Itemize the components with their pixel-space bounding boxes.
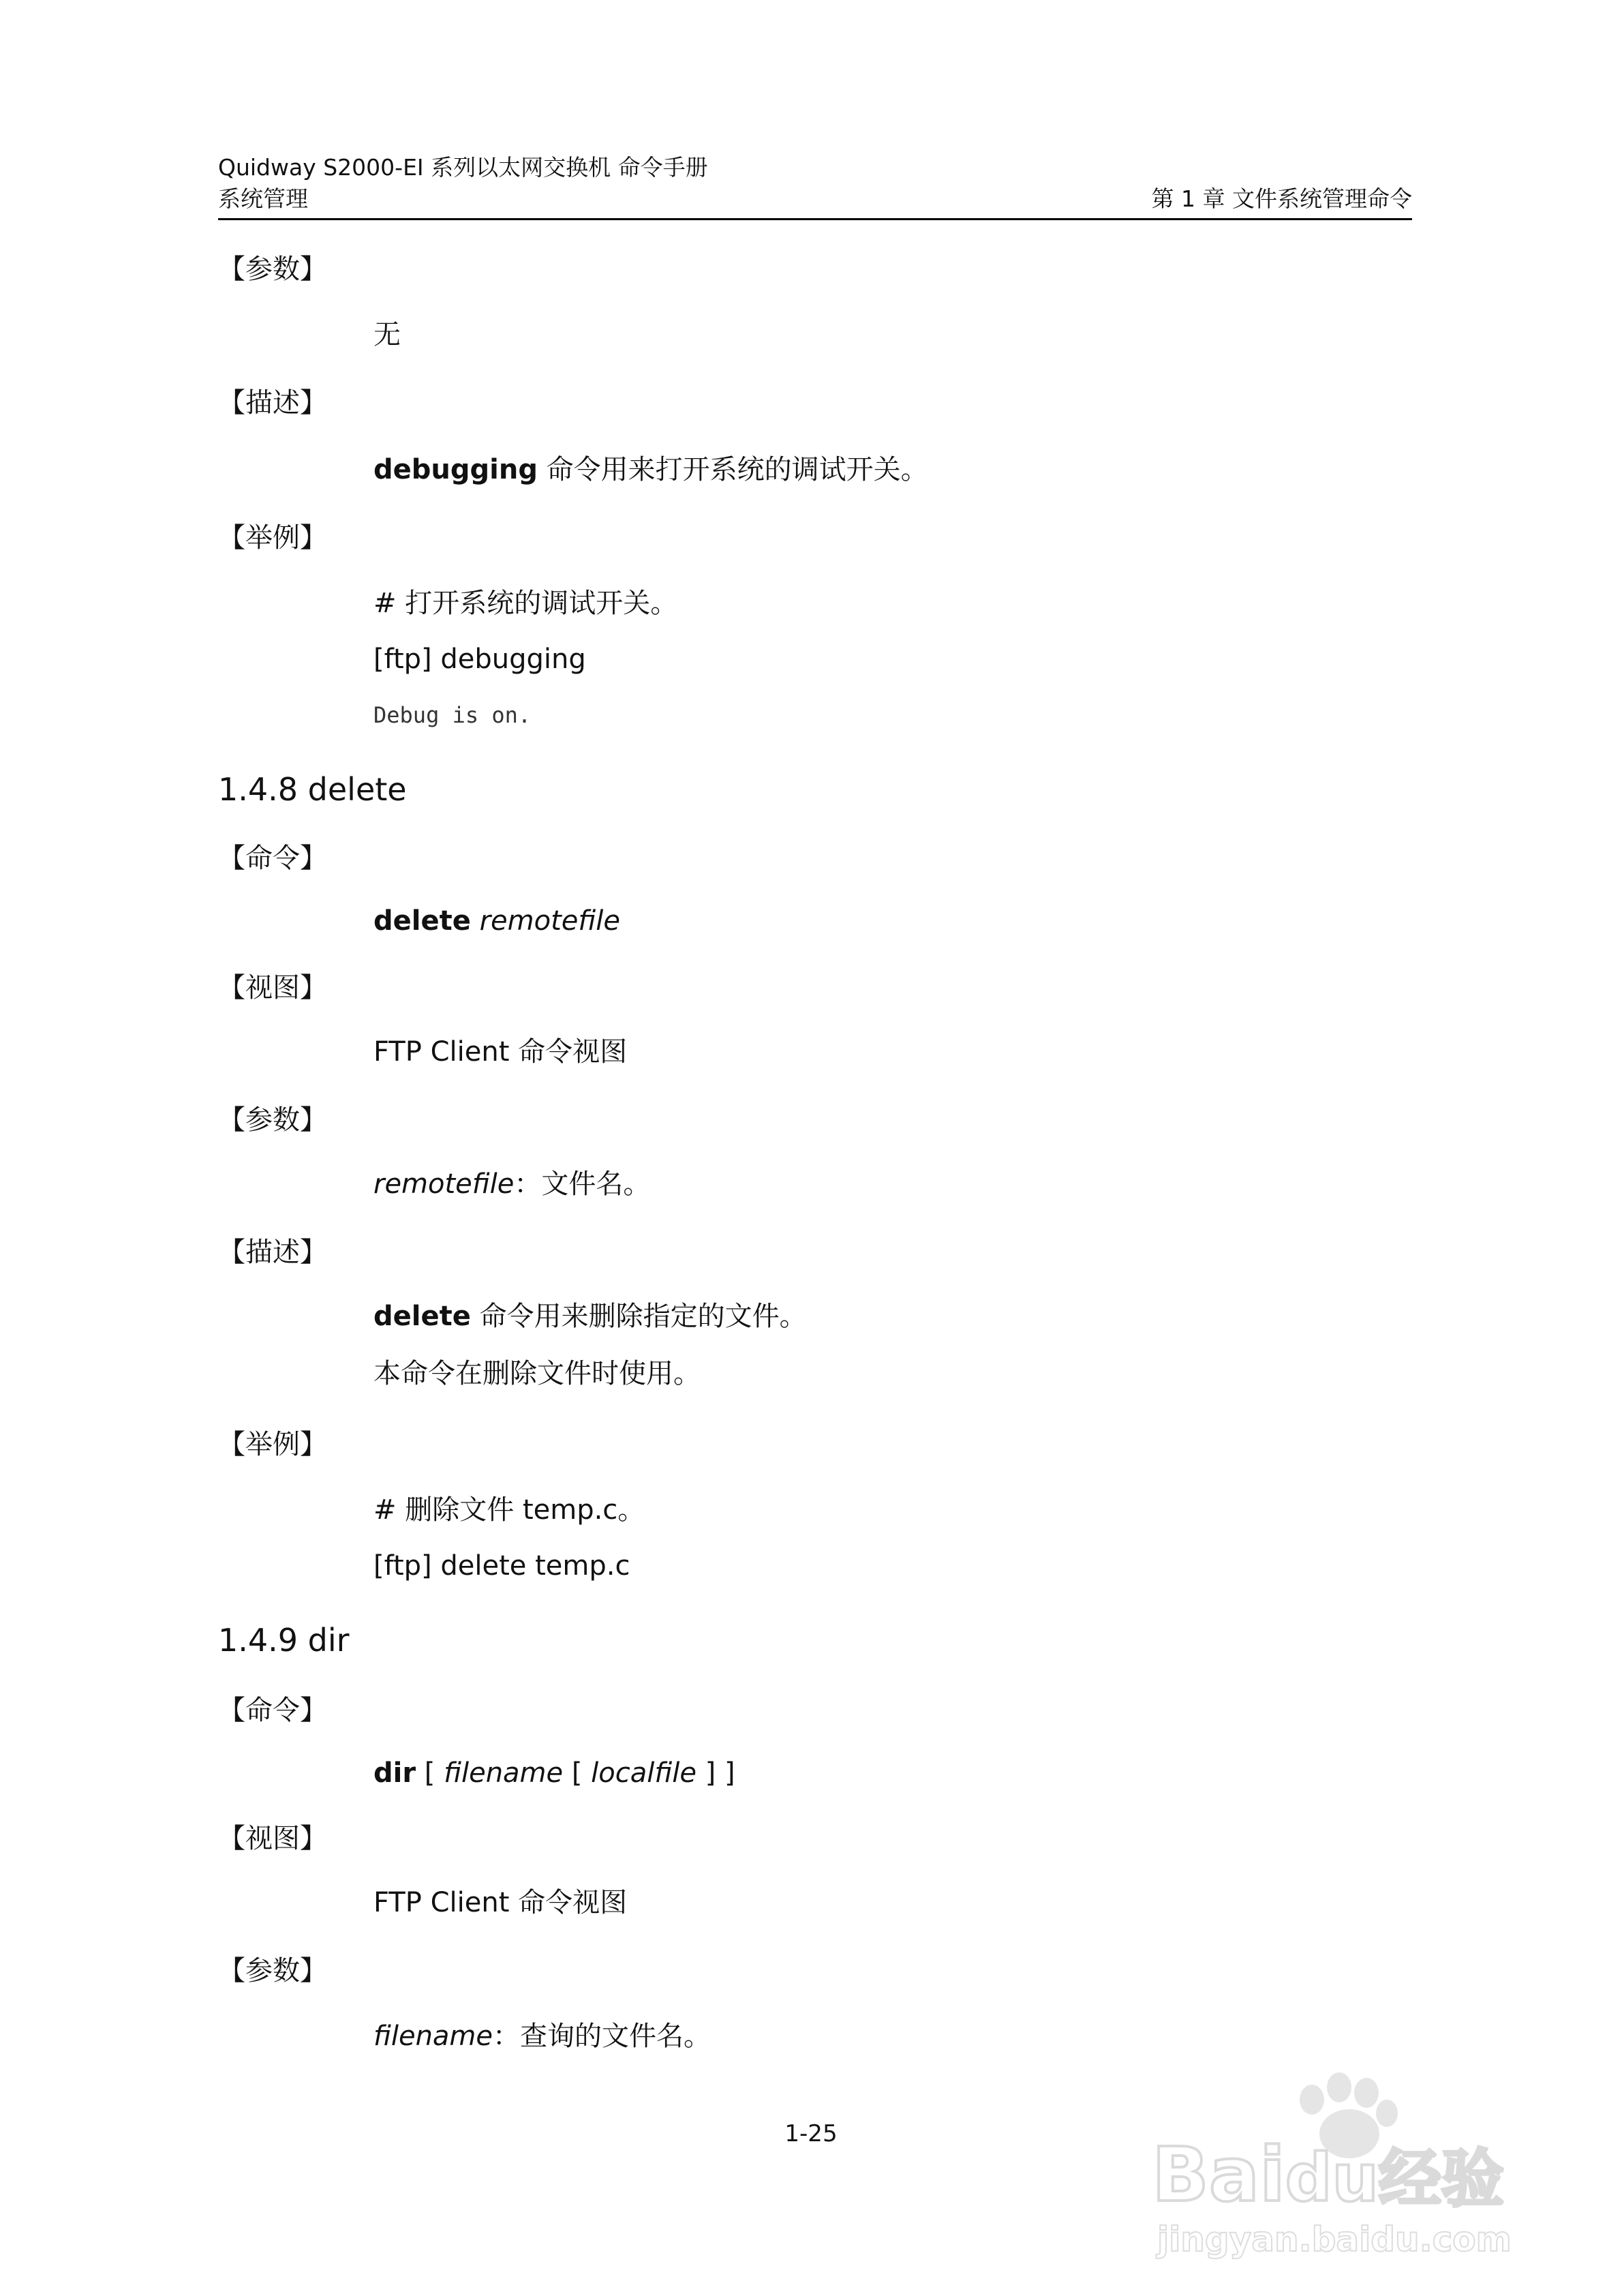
- label-view: 【视图】: [218, 972, 327, 1003]
- param-desc: ：文件名。: [514, 1168, 651, 1200]
- watermark-url: jingyan.baidu.com: [1157, 2220, 1512, 2259]
- command-syntax: [373, 904, 620, 938]
- param-text: 无: [373, 319, 401, 350]
- param-desc: ：查询的文件名。: [493, 2021, 711, 2052]
- label-desc: 【描述】: [218, 1237, 327, 1268]
- example-output: Debug is on.: [373, 702, 532, 728]
- baidu-watermark: [1152, 2059, 1533, 2263]
- watermark-brand: Baidu经验: [1152, 2131, 1504, 2218]
- desc-command: delete: [373, 1301, 471, 1332]
- label-command: 【命令】: [218, 843, 327, 874]
- desc-text-2: 本命令在删除文件时使用。: [373, 1358, 701, 1389]
- page-number: 1-25: [784, 2120, 838, 2147]
- section-heading-delete: 1.4.8 delete: [218, 771, 407, 808]
- syntax-bracket: ] ]: [696, 1757, 735, 1789]
- header-section: 系统管理: [218, 185, 308, 212]
- command-syntax: [373, 1756, 735, 1790]
- label-command: 【命令】: [218, 1695, 327, 1726]
- label-example: 【举例】: [218, 1429, 327, 1460]
- desc-command: debugging: [373, 454, 538, 485]
- param-name: remotefile: [373, 1168, 515, 1200]
- label-example: 【举例】: [218, 522, 327, 554]
- param-line: [373, 2019, 711, 2053]
- desc-text: 命令用来打开系统的调试开关。: [537, 454, 928, 485]
- example-command: [ftp] debugging: [373, 644, 586, 675]
- desc-line: [373, 453, 928, 487]
- param-line: [373, 1167, 650, 1201]
- command-arg: remotefile: [479, 905, 620, 937]
- label-view: 【视图】: [218, 1823, 327, 1854]
- label-desc: 【描述】: [218, 387, 327, 419]
- syntax-bracket: [: [416, 1757, 444, 1789]
- param-name: filename: [373, 2021, 493, 2052]
- command-arg-filename: filename: [444, 1757, 564, 1789]
- desc-text: 命令用来删除指定的文件。: [470, 1301, 807, 1332]
- label-params: 【参数】: [218, 1955, 327, 1987]
- header-chapter: 第 1 章 文件系统管理命令: [1151, 185, 1412, 212]
- syntax-bracket: [: [563, 1757, 592, 1789]
- command-keyword: dir: [373, 1757, 416, 1789]
- command-keyword: delete: [373, 905, 471, 937]
- view-text: FTP Client 命令视图: [373, 1887, 628, 1918]
- command-arg-localfile: localfile: [591, 1757, 697, 1789]
- example-comment: # 删除文件 temp.c。: [373, 1494, 645, 1526]
- desc-line: [373, 1299, 807, 1333]
- header-title: Quidway S2000-EI 系列以太网交换机 命令手册: [218, 154, 708, 181]
- label-params: 【参数】: [218, 1104, 327, 1136]
- header-rule: [218, 218, 1412, 220]
- example-comment: # 打开系统的调试开关。: [373, 588, 678, 619]
- view-text: FTP Client 命令视图: [373, 1036, 628, 1068]
- example-command: [ftp] delete temp.c: [373, 1550, 630, 1582]
- section-heading-dir: 1.4.9 dir: [218, 1622, 350, 1659]
- label-params: 【参数】: [218, 254, 327, 285]
